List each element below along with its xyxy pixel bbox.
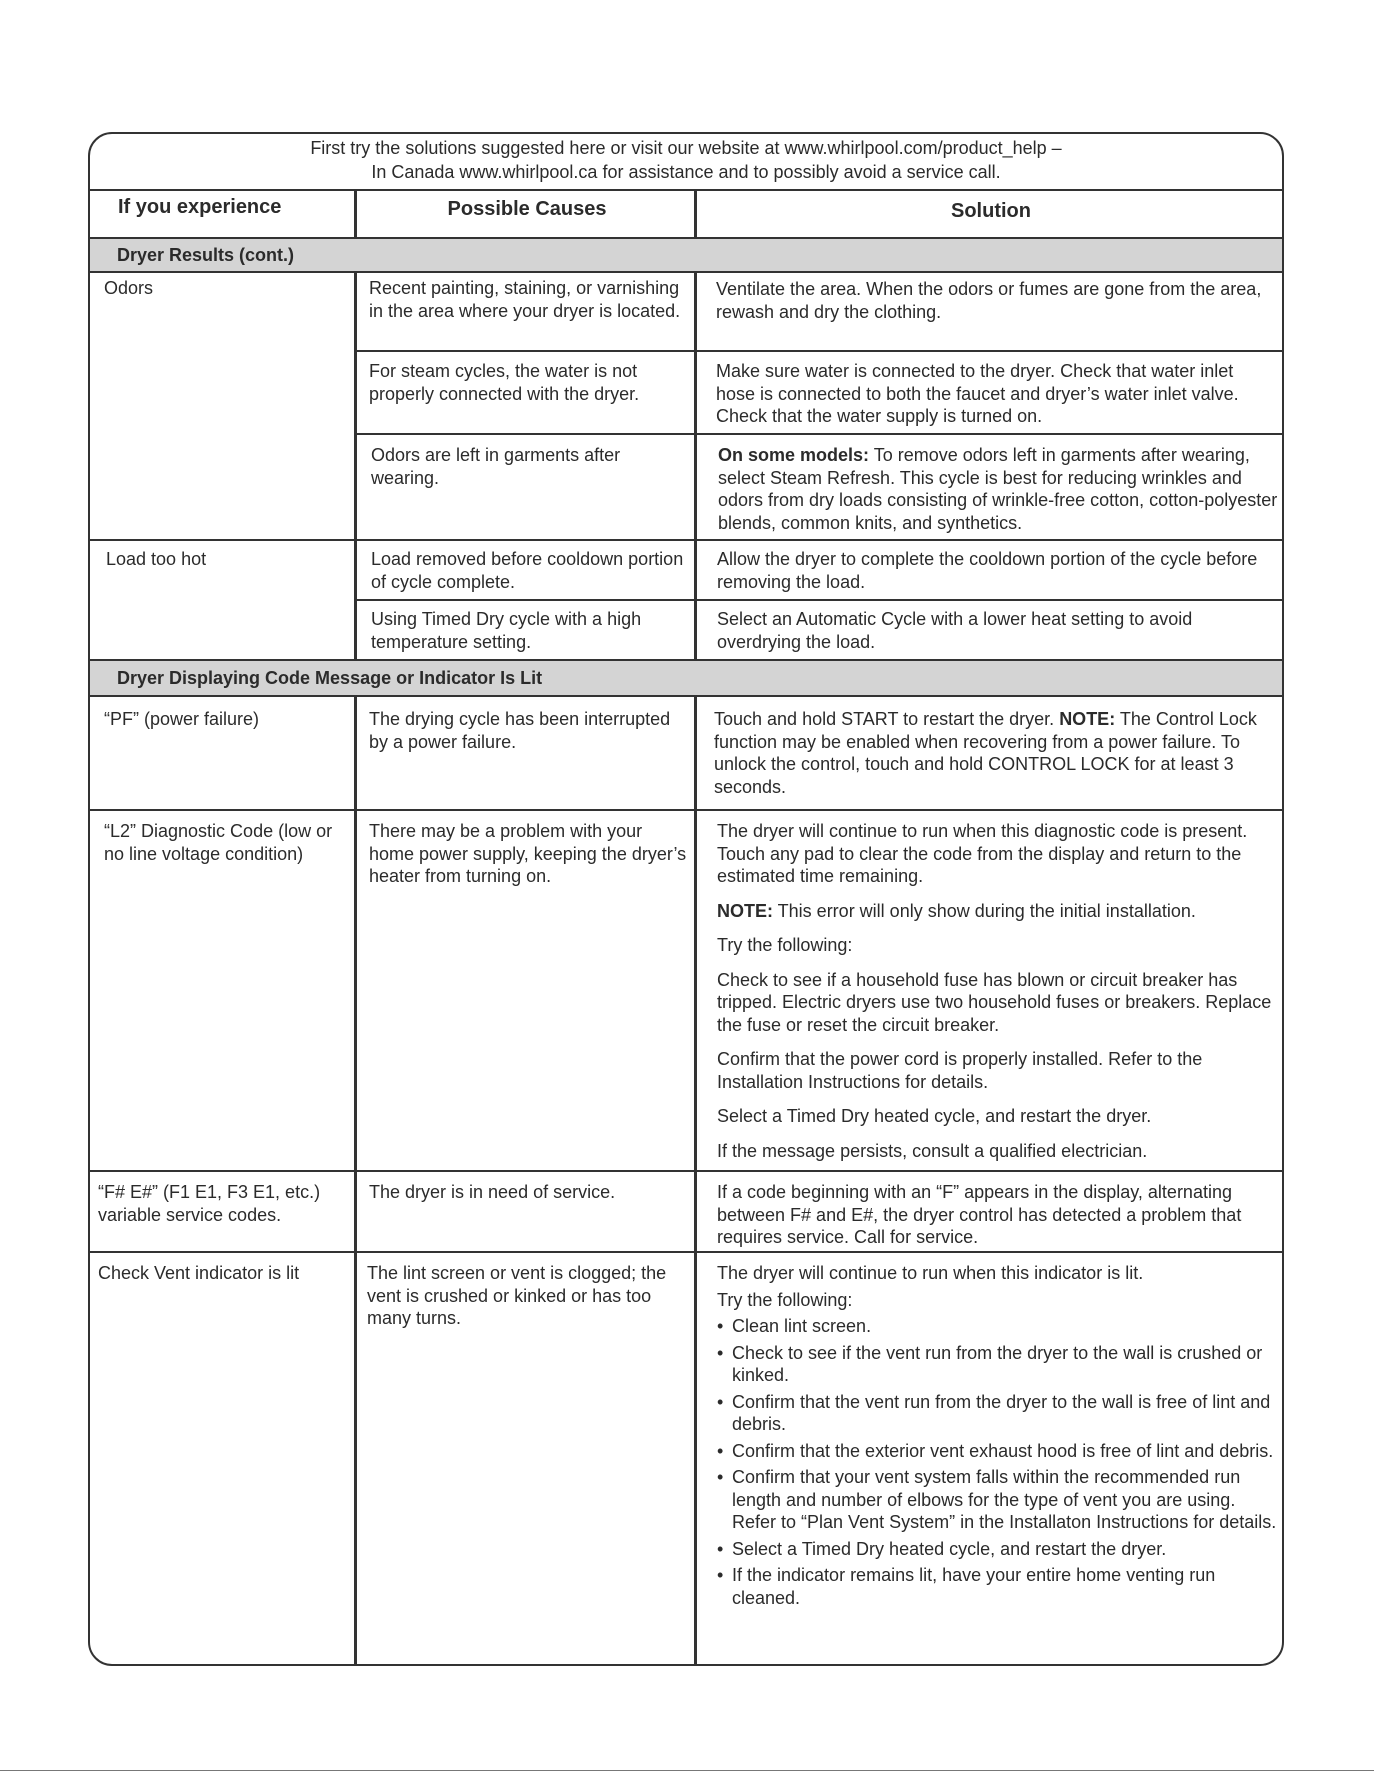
list-item: • Check to see if the vent run from the dryer to the wall is crushed or kinked.	[717, 1342, 1279, 1387]
page-edge-line	[0, 1770, 1374, 1771]
column-divider	[354, 191, 357, 239]
solution-l2-p5: Confirm that the power cord is properly installed. Refer to the Installation Instructions for details.	[717, 1049, 1203, 1092]
column-divider	[354, 273, 357, 661]
list-item: • Clean lint screen.	[717, 1315, 1279, 1338]
problem-odors: Odors	[104, 278, 154, 298]
solution-restart-text-b: The Control Lock function may be enabled when recovering from a power failure. To unlock the control, touch and hold CONTROL LOCK for at least 3 seconds.	[714, 709, 1257, 797]
solution-bold-label: On some models:	[718, 445, 870, 465]
cause-garments-worn: Odors are left in garments after wearing.	[371, 445, 621, 488]
cause-timed-dry-high: Using Timed Dry cycle with a high temperature setting.	[371, 609, 642, 652]
problem-l2: “L2” Diagnostic Code (low or no line voltage condition)	[104, 821, 333, 864]
solution-l2-note-text: This error will only show during the initial installation.	[773, 900, 1196, 921]
divider	[90, 1251, 1282, 1253]
header-if-you-experience: If you experience	[118, 196, 282, 218]
troubleshooting-table	[88, 132, 1284, 1666]
cause-lint-clogged: The lint screen or vent is clogged; the vent is crushed or kinked or has too many turns.	[367, 1263, 667, 1328]
solution-ventilate: Ventilate the area. When the odors or fumes are gone from the area, rewash and dry the clothing.	[716, 279, 1262, 322]
header-solution: Solution	[951, 200, 1031, 222]
problem-f-e-codes: “F# E#” (F1 E1, F3 E1, etc.) variable service codes.	[98, 1182, 321, 1225]
divider	[356, 433, 1284, 435]
divider	[90, 539, 1282, 541]
solution-l2-p1: The dryer will continue to run when this diagnostic code is present. Touch any pad to clear the code from the display and return to the estimated time remaining.	[717, 821, 1248, 886]
solution-water-connected: Make sure water is connected to the dryer. Check that water inlet hose is connected to both the faucet and dryer’s water inlet valve. Check that the water supply is turned on.	[716, 361, 1239, 426]
solution-l2	[717, 820, 1279, 1162]
solution-l2-note	[717, 900, 1279, 923]
solution-restart-text-a: Touch and hold START to restart the dryer.	[714, 709, 1060, 729]
solution-call-service: If a code beginning with an “F” appears in the display, alternating between F# and E#, the dryer control has detected a problem that requires service. Call for service.	[717, 1182, 1242, 1247]
cause-painting: Recent painting, staining, or varnishing in the area where your dryer is located.	[369, 278, 681, 321]
list-item: • Confirm that your vent system falls within the recommended run length and number of elbows for the type of vent you are using. Refer to “Plan Vent System” in the Installaton Instructions for details.	[717, 1466, 1279, 1534]
solution-l2-p3: Try the following:	[717, 935, 853, 955]
intro-line-2: In Canada www.whirlpool.ca for assistance and to possibly avoid a service call.	[371, 162, 1001, 182]
intro-note	[90, 134, 1282, 191]
solution-vent	[717, 1262, 1279, 1609]
problem-load-too-hot: Load too hot	[106, 549, 207, 569]
column-divider	[694, 697, 697, 1666]
list-item: • Confirm that the vent run from the dryer to the wall is free of lint and debris.	[717, 1391, 1279, 1436]
divider	[90, 695, 1282, 697]
intro-line-1: First try the solutions suggested here or visit our website at www.whirlpool.com/product_help –	[310, 138, 1062, 158]
column-divider	[694, 273, 697, 661]
solution-l2-p6: Select a Timed Dry heated cycle, and restart the dryer.	[717, 1106, 1152, 1126]
solution-automatic-cycle: Select an Automatic Cycle with a lower heat setting to avoid overdrying the load.	[717, 609, 1193, 652]
solution-restart	[714, 708, 1280, 798]
solution-vent-p1: The dryer will continue to run when this indicator is lit.	[717, 1263, 1144, 1283]
list-item: • Select a Timed Dry heated cycle, and restart the dryer.	[717, 1538, 1279, 1561]
cause-removed-early: Load removed before cooldown portion of cycle complete.	[371, 549, 684, 592]
problem-pf: “PF” (power failure)	[104, 709, 260, 729]
solution-steam-refresh-text: To remove odors left in garments after wearing, select Steam Refresh. This cycle is best for reducing wrinkles and odors from dry loads consisting of wrinkle-free cotton, cotton-polyester blends, common knits, and synthetics.	[718, 445, 1278, 533]
list-item: • If the indicator remains lit, have your entire home venting run cleaned.	[717, 1564, 1279, 1609]
cause-steam-water: For steam cycles, the water is not properly connected with the dryer.	[369, 361, 640, 404]
section-code-message: Dryer Displaying Code Message or Indicator Is Lit	[90, 661, 1282, 695]
cause-needs-service: The dryer is in need of service.	[369, 1182, 616, 1202]
solution-l2-note-label: NOTE:	[717, 900, 773, 921]
solution-l2-p4: Check to see if a household fuse has blown or circuit breaker has tripped. Electric dryers use two household fuses or breakers. Replace the fuse or reset the circuit breaker.	[717, 969, 1272, 1035]
cause-home-power: There may be a problem with your home power supply, keeping the dryer’s heater from turning on.	[369, 821, 687, 886]
solution-cooldown: Allow the dryer to complete the cooldown portion of the cycle before removing the load.	[717, 549, 1258, 592]
divider	[356, 350, 1284, 352]
list-item: • Confirm that the exterior vent exhaust hood is free of lint and debris.	[717, 1440, 1279, 1463]
solution-note-label: NOTE:	[1059, 709, 1116, 729]
column-divider	[694, 191, 697, 239]
divider	[90, 1170, 1282, 1172]
solution-l2-p7: If the message persists, consult a qualified electrician.	[717, 1140, 1148, 1161]
solution-vent-list	[717, 1315, 1279, 1609]
divider	[356, 599, 1284, 601]
cause-power-failure: The drying cycle has been interrupted by a power failure.	[369, 709, 671, 752]
divider	[90, 271, 1282, 273]
solution-vent-p2: Try the following:	[717, 1289, 853, 1310]
problem-check-vent: Check Vent indicator is lit	[98, 1263, 300, 1283]
header-possible-causes: Possible Causes	[447, 198, 607, 220]
section-dryer-results: Dryer Results (cont.)	[90, 239, 1282, 272]
solution-steam-refresh	[718, 444, 1284, 534]
divider	[90, 809, 1282, 811]
column-divider	[354, 697, 357, 1666]
